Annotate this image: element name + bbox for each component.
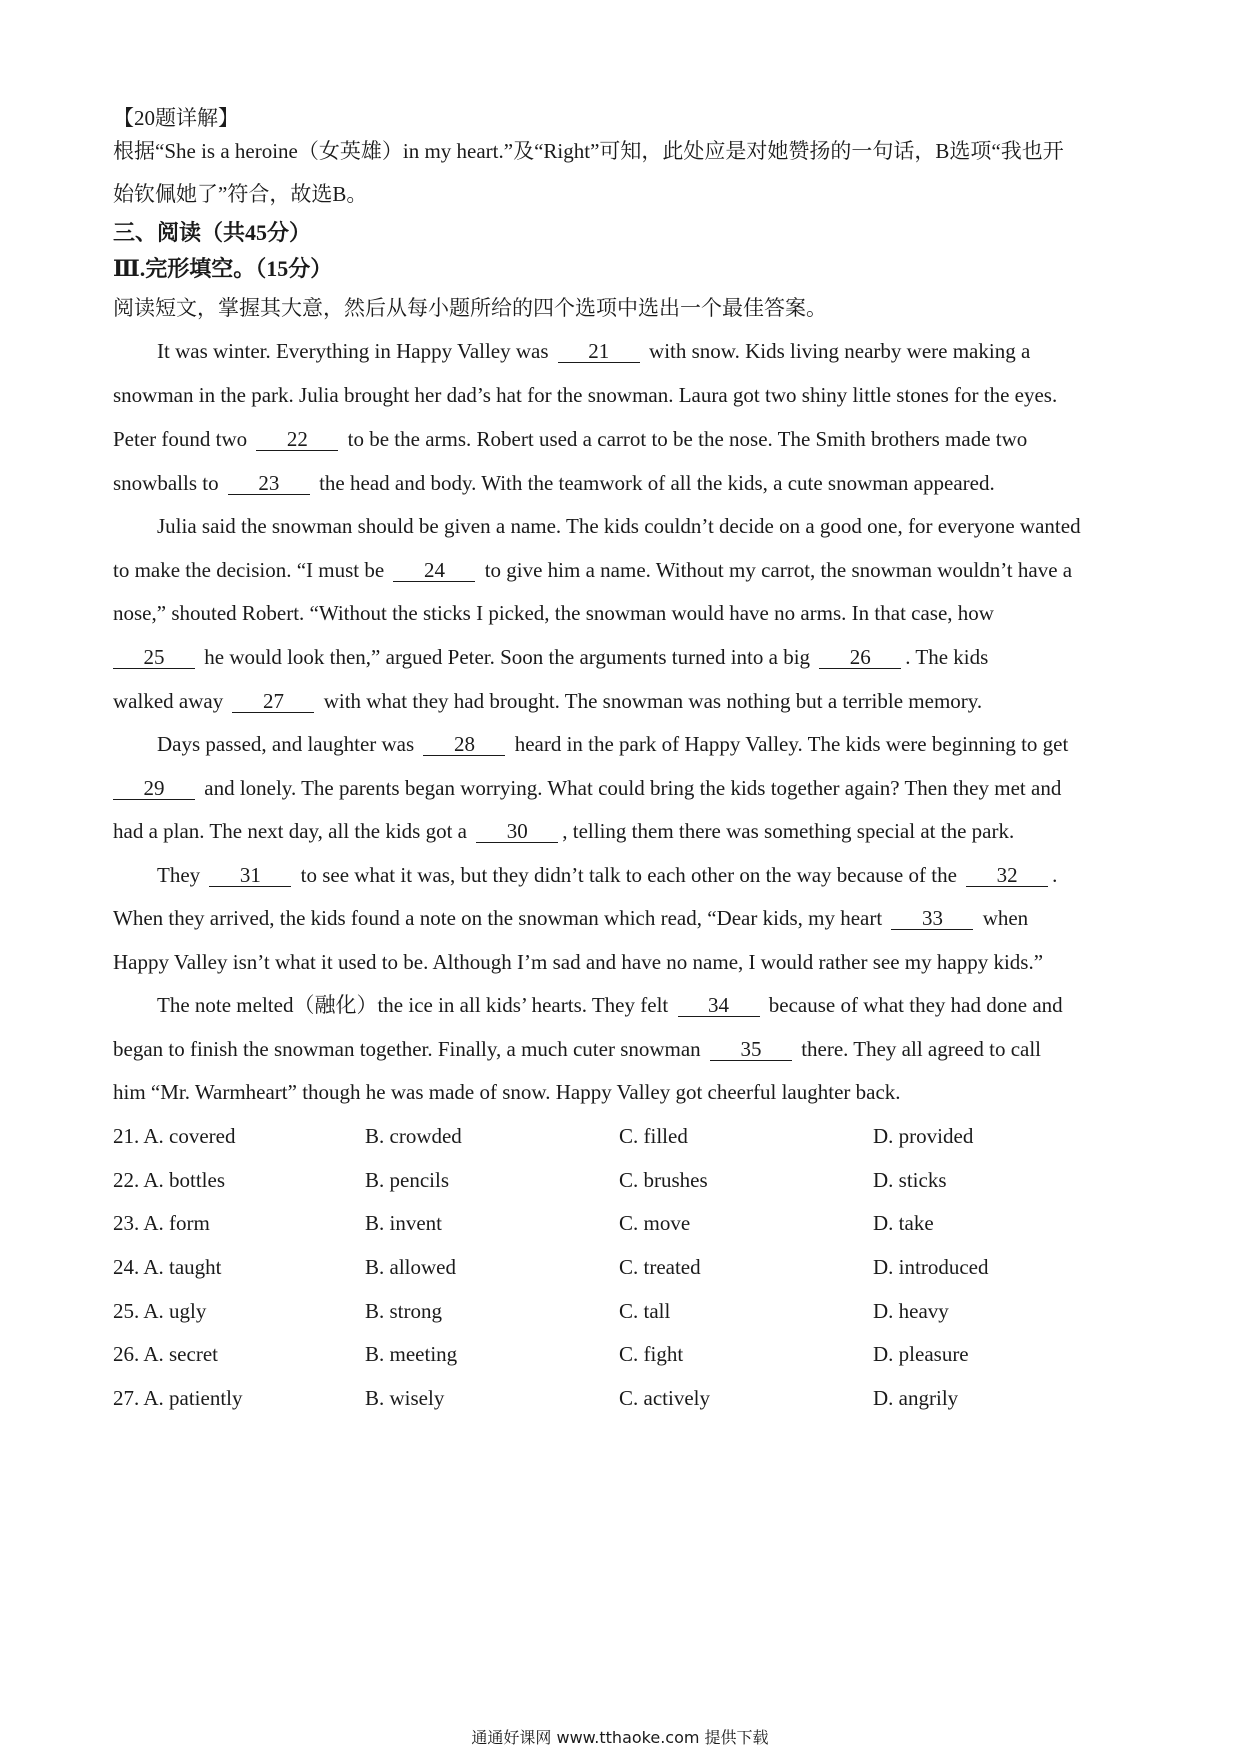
option-b: B. pencils <box>365 1168 449 1192</box>
passage-text: when <box>982 906 1029 930</box>
passage-line <box>113 468 1130 498</box>
passage-text: had a plan. The next day, all the kids got a <box>113 819 467 843</box>
passage-text: he would look then,” argued Peter. Soon the arguments turned into a big <box>204 645 811 669</box>
blank-27: 27 <box>232 690 314 713</box>
passage-line <box>113 686 1130 716</box>
blank-35: 35 <box>710 1038 792 1061</box>
passage-text: began to finish the snowman together. Finally, a much cuter snowman <box>113 1037 701 1061</box>
passage-line <box>157 729 1130 759</box>
option-b: B. invent <box>365 1211 442 1235</box>
option-d: D. angrily <box>873 1386 959 1410</box>
passage-line: him “Mr. Warmheart” though he was made of snow. Happy Valley got cheerful laughter back. <box>113 1080 901 1104</box>
passage-text: It was winter. Everything in Happy Valley was <box>157 339 549 363</box>
option-b: B. crowded <box>365 1124 462 1148</box>
q20-explanation-line-2: 始钦佩她了”符合，故选B。 <box>113 182 368 206</box>
blank-22: 22 <box>256 428 338 451</box>
passage-line: snowman in the park. Julia brought her dad’s hat for the snowman. Laura got two shiny little stones for the eyes. <box>113 383 1058 407</box>
cloze-instructions: 阅读短文，掌握其大意，然后从每小题所给的四个选项中选出一个最佳答案。 <box>113 296 827 320</box>
option-b: B. strong <box>365 1299 443 1323</box>
passage-text: They <box>157 863 201 887</box>
blank-28: 28 <box>423 733 505 756</box>
option-a: 22. A. bottles <box>113 1168 226 1192</box>
option-d: D. pleasure <box>873 1342 969 1366</box>
passage-text: Peter found two <box>113 427 248 451</box>
passage-line <box>113 642 1130 672</box>
option-b: B. allowed <box>365 1255 456 1279</box>
option-d: D. provided <box>873 1124 974 1148</box>
option-a: 27. A. patiently <box>113 1386 243 1410</box>
option-c: C. treated <box>619 1255 701 1279</box>
passage-line: Happy Valley isn’t what it used to be. Although I’m sad and have no name, I would rather see my happy kids.” <box>113 950 1044 974</box>
question-25-options <box>113 1296 1133 1326</box>
passage-line <box>113 903 1130 933</box>
blank-26: 26 <box>819 646 901 669</box>
passage-line <box>113 1034 1130 1064</box>
passage-text: , telling them there was something special at the park. <box>562 819 1015 843</box>
passage-text: the head and body. With the teamwork of all the kids, a cute snowman appeared. <box>319 471 995 495</box>
passage-text: Days passed, and laughter was <box>157 732 415 756</box>
passage-line <box>113 773 1130 803</box>
option-b: B. wisely <box>365 1386 445 1410</box>
page-footer: 通通好课网 www.tthaoke.com 提供下载 <box>471 1728 769 1747</box>
option-a: 24. A. taught <box>113 1255 222 1279</box>
passage-line <box>113 424 1130 454</box>
option-b: B. meeting <box>365 1342 458 1366</box>
passage-text: heard in the park of Happy Valley. The kids were beginning to get <box>514 732 1069 756</box>
option-c: C. move <box>619 1211 691 1235</box>
passage-line: Julia said the snowman should be given a name. The kids couldn’t decide on a good one, for everyone wanted <box>157 514 1081 538</box>
passage-text: and lonely. The parents began worrying. What could bring the kids together again? Then they met and <box>204 776 1062 800</box>
passage-text: . The kids <box>905 645 989 669</box>
passage-text: When they arrived, the kids found a note on the snowman which read, “Dear kids, my heart <box>113 906 883 930</box>
blank-33: 33 <box>891 907 973 930</box>
question-21-options <box>113 1121 1133 1151</box>
option-c: C. actively <box>619 1386 710 1410</box>
passage-text: . <box>1052 863 1058 887</box>
option-a: 25. A. ugly <box>113 1299 207 1323</box>
option-c: C. filled <box>619 1124 688 1148</box>
question-22-options <box>113 1165 1133 1195</box>
passage-line <box>113 555 1130 585</box>
passage-text: The note melted（融化）the ice in all kids’ hearts. They felt <box>157 993 669 1017</box>
passage-text: with snow. Kids living nearby were making a <box>649 339 1031 363</box>
blank-32: 32 <box>966 864 1048 887</box>
blank-34: 34 <box>678 994 760 1017</box>
blank-29: 29 <box>113 777 195 800</box>
q20-title: 【20题详解】 <box>113 106 239 130</box>
reading-section-title: 三、阅读（共45分） <box>113 220 312 245</box>
question-26-options <box>113 1339 1133 1369</box>
passage-text: walked away <box>113 689 224 713</box>
option-a: 26. A. secret <box>113 1342 218 1366</box>
blank-24: 24 <box>393 559 475 582</box>
passage-line: nose,” shouted Robert. “Without the sticks I picked, the snowman would have no arms. In that case, how <box>113 601 994 625</box>
passage-text: snowballs to <box>113 471 219 495</box>
option-c: C. fight <box>619 1342 684 1366</box>
blank-23: 23 <box>228 472 310 495</box>
option-a: 21. A. covered <box>113 1124 236 1148</box>
option-d: D. introduced <box>873 1255 989 1279</box>
passage-text: to give him a name. Without my carrot, the snowman wouldn’t have a <box>484 558 1073 582</box>
blank-21: 21 <box>558 340 640 363</box>
question-27-options <box>113 1383 1133 1413</box>
question-23-options <box>113 1208 1133 1238</box>
blank-30: 30 <box>476 820 558 843</box>
passage-text: to make the decision. “I must be <box>113 558 385 582</box>
passage-text: with what they had brought. The snowman was nothing but a terrible memory. <box>323 689 983 713</box>
option-a: 23. A. form <box>113 1211 210 1235</box>
option-d: D. sticks <box>873 1168 947 1192</box>
passage-line <box>157 990 1130 1020</box>
question-24-options <box>113 1252 1133 1282</box>
passage-text: there. They all agreed to call <box>801 1037 1042 1061</box>
option-c: C. brushes <box>619 1168 708 1192</box>
option-c: C. tall <box>619 1299 671 1323</box>
cloze-section-title: Ⅲ.完形填空。（15分） <box>113 256 333 281</box>
passage-text: to see what it was, but they didn’t talk to each other on the way because of the <box>300 863 957 887</box>
option-d: D. take <box>873 1211 934 1235</box>
passage-line <box>157 336 1130 366</box>
passage-line <box>157 860 1130 890</box>
option-d: D. heavy <box>873 1299 949 1323</box>
blank-31: 31 <box>209 864 291 887</box>
blank-25: 25 <box>113 646 195 669</box>
passage-line <box>113 816 1130 846</box>
q20-explanation-line-1: 根据“She is a heroine（女英雄）in my heart.”及“Right”可知，此处应是对她赞扬的一句话，B选项“我也开 <box>113 139 1064 163</box>
passage-text: because of what they had done and <box>768 993 1063 1017</box>
passage-text: to be the arms. Robert used a carrot to be the nose. The Smith brothers made two <box>347 427 1028 451</box>
